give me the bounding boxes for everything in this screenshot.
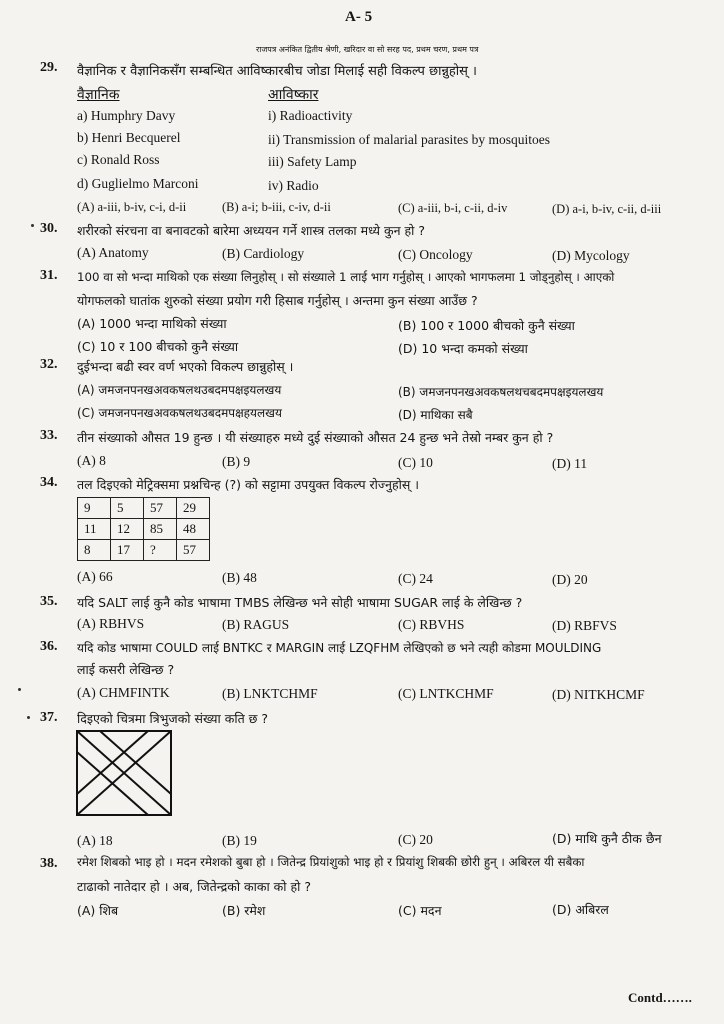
question-number: 37. [40,710,58,725]
triangle-figure [74,728,176,820]
question-text-line-1: रमेश शिबको भाइ हो । मदन रमेशको बुबा हो । जितेन्द्र प्रियांशुको भाइ हो र प्रियांशु शिबकी छोरी हुन् । अबिरल यी सबैका [77,855,585,869]
question-number: 30. [40,221,58,236]
question-text: वैज्ञानिक र वैज्ञानिकसँग सम्बन्धित आविष्कारबीच जोडा मिलाई सही विकल्प छान्नुहोस् । [77,64,477,79]
match-left-item: a) Humphry Davy [77,108,176,123]
option-c: (C) मदन [398,903,442,918]
matrix-cell: 9 [78,498,111,519]
question-text-line-1: 100 वा सो भन्दा माथिको एक संख्या लिनुहोस् । सो संख्याले 1 लाई भाग गर्नुहोस् । आएको भागफलमा 1 जोड्नुहोस् । आएको [77,270,615,284]
continued-footer: Contd……. [628,990,692,1005]
question-text: तल दिइएको मेट्रिक्समा प्रश्नचिन्ह (?) को सट्टामा उपयुक्त विकल्प रोज्नुहोस् । [77,477,420,492]
question-number: 32. [40,357,58,372]
option-d: (D) अबिरल [552,902,609,917]
matrix-cell: 17 [111,540,144,561]
matrix-row [78,498,210,519]
option-a: (A) 8 [77,453,106,468]
option-c: (C) Oncology [398,247,473,262]
match-right-item: i) Radioactivity [268,108,353,123]
matrix-cell: 85 [144,519,177,540]
option-b: (B) Cardiology [222,246,305,261]
question-number: 35. [40,594,58,609]
question-number: 38. [40,856,58,871]
match-left-item: d) Guglielmo Marconi [77,176,199,191]
option-c: (C) 20 [398,832,433,847]
option-d: (D) 20 [552,572,588,587]
matrix-row [78,540,210,561]
option-d: (D) Mycology [552,248,630,263]
matrix-cell: 48 [177,519,210,540]
option-c: (C) a-iii, b-i, c-ii, d-iv [398,201,508,215]
question-text: दुईभन्दा बढी स्वर वर्ण भएको विकल्प छान्नुहोस् । [77,359,294,374]
question-number: 29. [40,60,58,75]
question-number: 36. [40,639,58,654]
option-b: (B) 48 [222,570,257,585]
scan-speck [27,716,30,719]
question-text: तीन संख्याको औसत 19 हुन्छ । यी संख्याहरु मध्ये दुई संख्याको औसत 24 हुन्छ भने तेस्रो नम्बर कुन हो ? [77,430,554,445]
option-c: (C) LNTKCHMF [398,686,494,701]
matrix-cell: 57 [177,540,210,561]
option-b: (B) 100 र 1000 बीचको कुनै संख्या [398,318,575,333]
page-number: A- 5 [345,9,373,25]
question-text-line-1: यदि कोड भाषामा COULD लाई BNTKC र MARGIN लाई LZQFHM लेखिएको छ भने त्यही कोडमा MOULDING [77,641,602,655]
option-b: (B) LNKTCHMF [222,686,318,701]
option-b: (B) a-i; b-iii, c-iv, d-ii [222,200,331,214]
matrix-cell: 8 [78,540,111,561]
number-matrix [77,497,210,561]
question-text-line-2: लाई कसरी लेखिन्छ ? [77,662,175,677]
match-right-item: iii) Safety Lamp [268,154,357,169]
question-number: 34. [40,475,58,490]
option-a: (A) शिब [77,903,119,918]
option-a: (A) जमजनपनखअवकषलथउबदमपक्षइयलखय [77,383,282,397]
option-c: (C) 24 [398,571,433,586]
matrix-cell: 29 [177,498,210,519]
exam-header-line: राजपत्र अनंकित द्वितीय श्रेणी, खरिदार वा सो सरह पद, प्रथम चरण, प्रथम पत्र [256,45,479,54]
matrix-row [78,519,210,540]
question-number: 31. [40,268,58,283]
match-left-item: b) Henri Becquerel [77,130,181,145]
matrix-cell: 12 [111,519,144,540]
option-a: (A) CHMFINTK [77,685,170,700]
option-a: (A) 18 [77,833,113,848]
option-d: (D) 11 [552,456,588,471]
column-head-invention: आविष्कार [268,87,319,103]
option-c: (C) 10 र 100 बीचको कुनै संख्या [77,339,239,354]
option-b: (B) 9 [222,454,251,469]
option-c: (C) RBVHS [398,617,465,632]
option-a: (A) 66 [77,569,113,584]
option-b: (B) जमजनपनखअवकषलथचबदमपक्षइयलखय [398,385,604,399]
option-b: (B) RAGUS [222,617,290,632]
match-left-item: c) Ronald Ross [77,152,160,167]
option-b: (B) 19 [222,833,257,848]
match-right-item: iv) Radio [268,178,319,193]
scan-speck [18,688,21,691]
matrix-cell: 57 [144,498,177,519]
question-text-line-2: टाढाको नातेदार हो । अब, जितेन्द्रको काका को हो ? [77,879,311,894]
matrix-cell: 11 [78,519,111,540]
option-d: (D) माथि कुनै ठीक छैन [552,831,662,846]
question-text-line-2: योगफलको घातांक शुरुको संख्या प्रयोग गरी हिसाब गर्नुहोस् । अन्तमा कुन संख्या आउँछ ? [77,293,478,308]
matrix-cell: ? [144,540,177,561]
option-d: (D) a-i, b-iv, c-ii, d-iii [552,202,662,216]
question-text: यदि SALT लाई कुनै कोड भाषामा TMBS लेखिन्छ भने सोही भाषामा SUGAR लाई के लेखिन्छ ? [77,595,523,610]
option-a: (A) RBHVS [77,616,145,631]
option-a: (A) 1000 भन्दा माथिको संख्या [77,316,227,331]
option-d: (D) माथिका सबै [398,408,473,422]
question-text: दिइएको चित्रमा त्रिभुजको संख्या कति छ ? [77,711,269,726]
option-a: (A) a-iii, b-iv, c-i, d-ii [77,200,187,214]
option-d: (D) NITKHCMF [552,687,645,702]
option-d: (D) 10 भन्दा कमको संख्या [398,341,528,356]
question-text: शरीरको संरचना वा बनावटको बारेमा अध्ययन गर्ने शास्त्र तलका मध्ये कुन हो ? [77,223,426,238]
option-d: (D) RBFVS [552,618,617,633]
scan-speck [31,224,34,227]
question-number: 33. [40,428,58,443]
option-c: (C) जमजनपनखअवकषलथउबदमपक्षहयलखय [77,406,282,420]
option-a: (A) Anatomy [77,245,149,260]
matrix-cell: 5 [111,498,144,519]
option-c: (C) 10 [398,455,433,470]
option-b: (B) रमेश [222,903,266,918]
match-right-item: ii) Transmission of malarial parasites by mosquitoes [268,132,550,147]
column-head-scientist: वैज्ञानिक [77,87,120,103]
